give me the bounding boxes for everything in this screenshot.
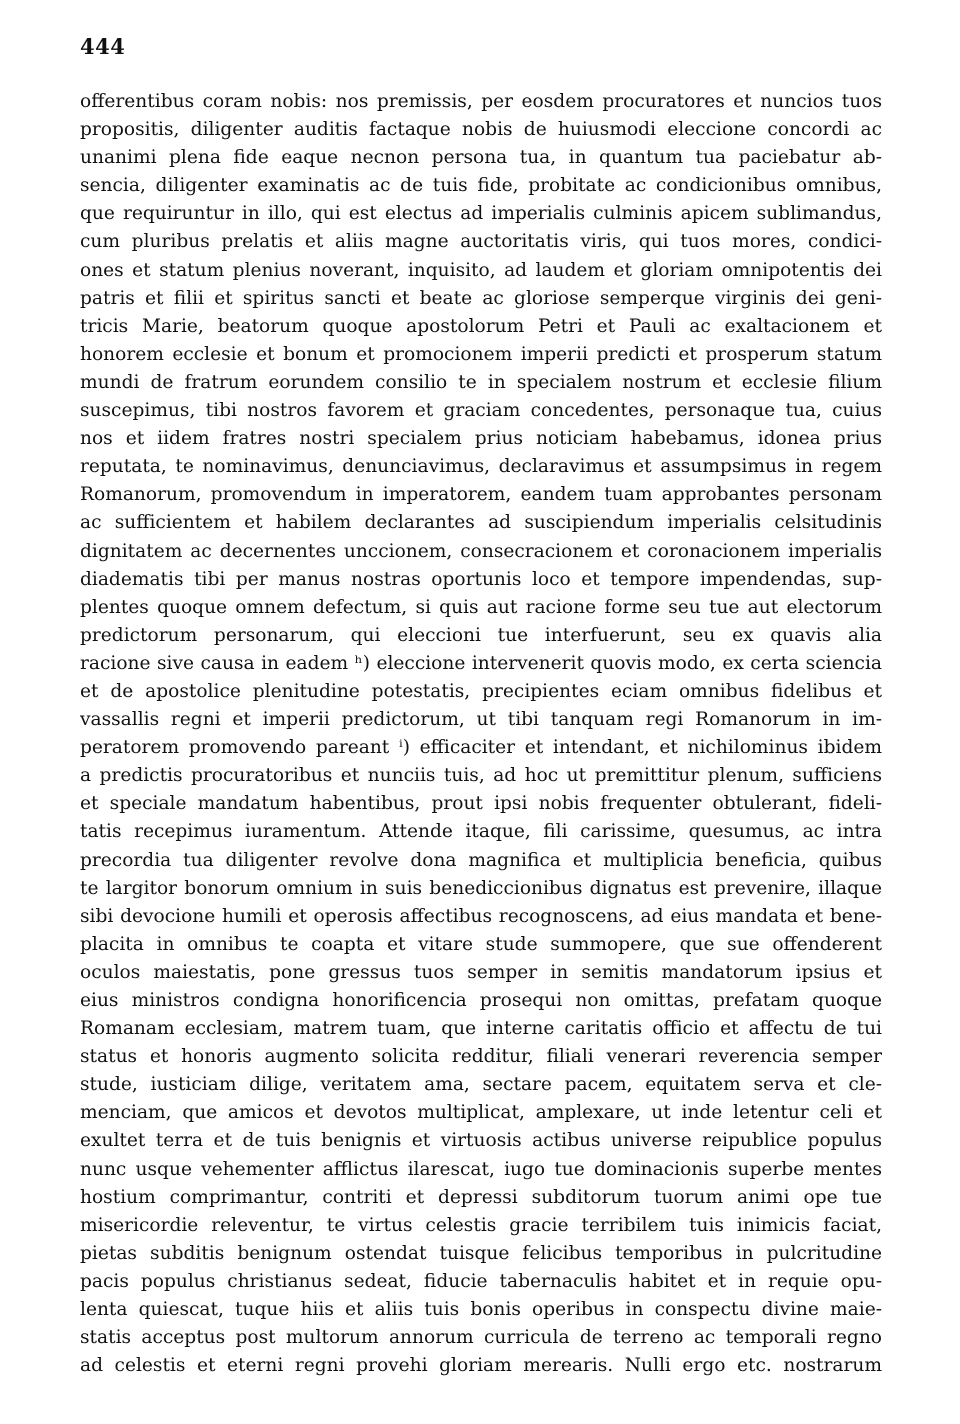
text-line: sencia, diligenter examinatis ac de tuis fide, probitate ac condicionibus omnibus, — [80, 175, 882, 197]
text-line: tatis recepimus iuramentum. Attende itaque, fili carissime, quesumus, ac intra — [80, 821, 882, 843]
text-line: cum pluribus prelatis et aliis magne auctoritatis viris, qui tuos mores, condici- — [80, 231, 882, 253]
text-line: nos et iidem fratres nostri specialem prius noticiam habebamus, idonea prius — [80, 428, 882, 450]
text-line: exultet terra et de tuis benignis et virtuosis actibus universe reipublice populus — [80, 1130, 882, 1152]
text-line: lenta quiescat, tuque hiis et aliis tuis bonis operibus in conspectu divine maie- — [80, 1299, 882, 1321]
text-line: oculos maiestatis, pone gressus tuos semper in semitis mandatorum ipsius et — [80, 961, 882, 983]
text-line: te largitor bonorum omnium in suis benediccionibus dignatus est prevenire, illaque — [80, 877, 882, 899]
text-line: unanimi plena fide eaque necnon persona tua, in quantum tua paciebatur ab- — [80, 147, 882, 169]
text-line: nunc usque vehementer afflictus ilarescat, iugo tue dominacionis superbe mentes — [80, 1158, 882, 1180]
text-line: ones et statum plenius noverant, inquisito, ad laudem et gloriam omnipotentis dei — [80, 259, 882, 281]
text-line: status et honoris augmento solicita redditur, filiali venerari reverencia semper — [80, 1046, 882, 1068]
text-line: eius ministros condigna honorificencia prosequi non omittas, prefatam quoque — [80, 990, 882, 1011]
text-line: menciam, que amicos et devotos multiplicat, amplexare, ut inde letentur celi et — [80, 1102, 882, 1124]
text-line: statis acceptus post multorum annorum curricula de terreno ac temporali regno — [80, 1327, 882, 1349]
text-line: patris et filii et spiritus sancti et beate ac gloriose semperque virginis dei geni- — [80, 287, 882, 309]
text-line: peratorem promovendo pareant ⁱ) efficaciter et intendant, et nichilominus ibidem — [80, 737, 882, 759]
page-number: 444 — [80, 34, 126, 59]
text-line: et speciale mandatum habentibus, prout ipsi nobis frequenter obtulerant, fideli- — [80, 793, 882, 815]
body-text — [80, 88, 882, 1380]
text-line: ad celestis et eterni regni provehi gloriam merearis. Nulli ergo etc. nostrarum — [80, 1355, 882, 1377]
text-line: honorem ecclesie et bonum et promocionem imperii predicti et prosperum statum — [80, 343, 882, 365]
text-line: precordia tua diligenter revolve dona magnifica et multiplicia beneficia, quibus — [80, 849, 882, 871]
text-line: Romanorum, promovendum in imperatorem, eandem tuam approbantes personam — [80, 484, 882, 506]
text-line: propositis, diligenter auditis factaque nobis de huiusmodi eleccione concordi ac — [80, 119, 882, 141]
text-line: pietas subditis benignum ostendat tuisque felicibus temporibus in pulcritudine — [80, 1242, 882, 1264]
text-line: que requiruntur in illo, qui est electus ad imperialis culminis apicem sublimandus, — [80, 203, 882, 225]
text-line: pacis populus christianus sedeat, fiducie tabernaculis habitet et in requie opu- — [80, 1270, 882, 1292]
text-line: vassallis regni et imperii predictorum, ut tibi tanquam regi Romanorum in im- — [80, 709, 882, 731]
text-line: placita in omnibus te coapta et vitare stude summopere, que sue offenderent — [80, 933, 882, 955]
text-line: racione sive causa in eadem ʰ) eleccione intervenerit quovis modo, ex certa sciencia — [80, 652, 882, 674]
text-line: hostium comprimantur, contriti et depressi subditorum tuorum animi ope tue — [80, 1186, 882, 1208]
text-line: tricis Marie, beatorum quoque apostolorum Petri et Pauli ac exaltacionem et — [80, 315, 882, 337]
text-line: a predictis procuratoribus et nunciis tuis, ad hoc ut premittitur plenum, sufficiens — [80, 765, 882, 787]
text-line: Romanam ecclesiam, matrem tuam, que interne caritatis officio et affectu de tui — [80, 1018, 882, 1040]
text-line: predictorum personarum, qui eleccioni tue interfuerunt, seu ex quavis alia — [80, 624, 882, 646]
text-line: plentes quoque omnem defectum, si quis aut racione forme seu tue aut electorum — [80, 596, 882, 618]
text-line: sibi devocione humili et operosis affectibus recognoscens, ad eius mandata et bene- — [80, 905, 882, 927]
text-line: offerentibus coram nobis: nos premissis, per eosdem procuratores et nuncios tuos — [80, 91, 882, 112]
text-line: mundi de fratrum eorundem consilio te in specialem nostrum et ecclesie filium — [80, 371, 882, 393]
text-line: misericordie releventur, te virtus celestis gracie terribilem tuis inimicis faciat, — [80, 1214, 882, 1236]
text-line: suscepimus, tibi nostros favorem et graciam concedentes, personaque tua, cuius — [80, 400, 882, 422]
text-line: ac sufficientem et habilem declarantes ad suscipiendum imperialis celsitudinis — [80, 512, 882, 534]
text-line: reputata, te nominavimus, denunciavimus, declaravimus et assumpsimus in regem — [80, 456, 882, 478]
text-line: diadematis tibi per manus nostras oportunis loco et tempore impendendas, sup- — [80, 568, 882, 590]
text-line: dignitatem ac decernentes unccionem, consecracionem et coronacionem imperialis — [80, 540, 882, 562]
text-line: et de apostolice plenitudine potestatis, precipientes eciam omnibus fidelibus et — [80, 680, 882, 702]
text-line: stude, iusticiam dilige, veritatem ama, sectare pacem, equitatem serva et cle- — [80, 1074, 882, 1096]
